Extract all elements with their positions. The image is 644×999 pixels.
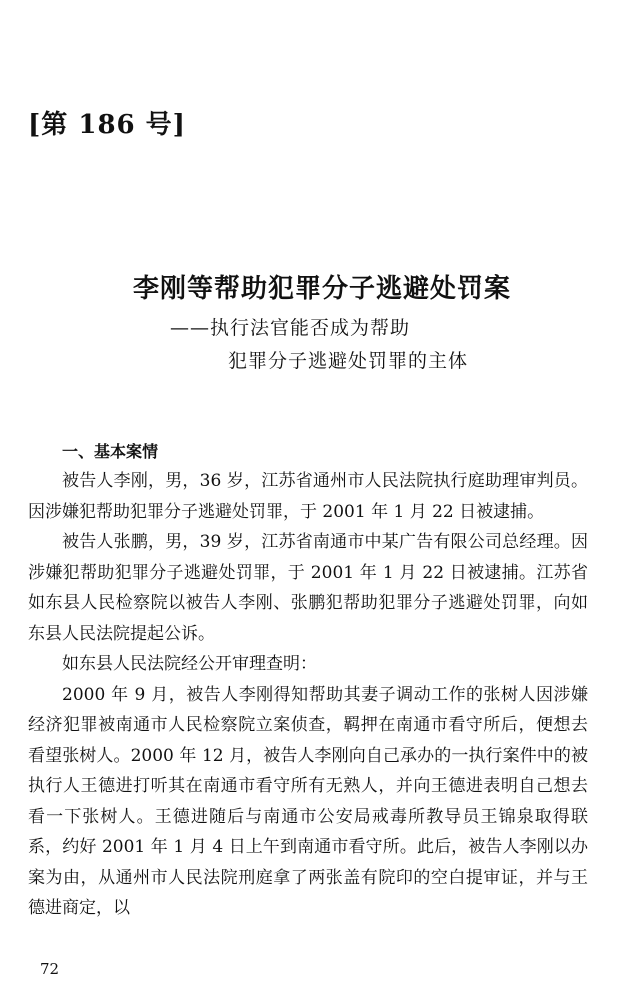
case-title: 李刚等帮助犯罪分子逃避处罚案 [132,274,511,304]
paragraph: 2000 年 9 月，被告人李刚得知帮助其妻子调动工作的张树人因涉嫌经济犯罪被南通市人民检察院立案侦查，羁押在南通市看守所后，便想去看望张树人。2000 年 12 月，被告人李刚向自己承办的一执行案件中的被执行人王德进打听其在南通市看守所有无熟人，并向王德进表明自己想去看一下张树人。王德进随后与南通市公安局戒毒所教导员王锦泉取得联系，约好 2001 年 1 月 4 日上午到南通市看守所。此后，被告人李刚以办案为由，从通州市人民法院刑庭拿了两张盖有院印的空白提审证，并与王德进商定，以 [28,684,588,918]
subtitle-line-1: ——执行法官能否成为帮助 [170,317,411,339]
paragraph: 被告人李刚，男，36 岁，江苏省通州市人民法院执行庭助理审判员。因涉嫌犯帮助犯罪分子逃避处罚罪，于 2001 年 1 月 22 日被逮捕。 [28,471,588,522]
section-heading: 一、基本案情 [62,442,159,461]
body-text [28,466,588,924]
page-number: 72 [40,960,60,978]
paragraph: 被告人张鹏，男，39 岁，江苏省南通市中某广告有限公司总经理。因涉嫌犯帮助犯罪分子逃避处罚罪，于 2001 年 1 月 22 日被逮捕。江苏省如东县人民检察院以被告人李刚、张鹏犯帮助犯罪分子逃避处罚罪，向如东县人民法院提起公诉。 [28,532,588,644]
subtitle-line-2: 犯罪分子逃避处罚罪的主体 [228,350,469,372]
case-number: [第 186 号] [28,110,186,140]
paragraph: 如东县人民法院经公开审理查明： [62,654,317,674]
